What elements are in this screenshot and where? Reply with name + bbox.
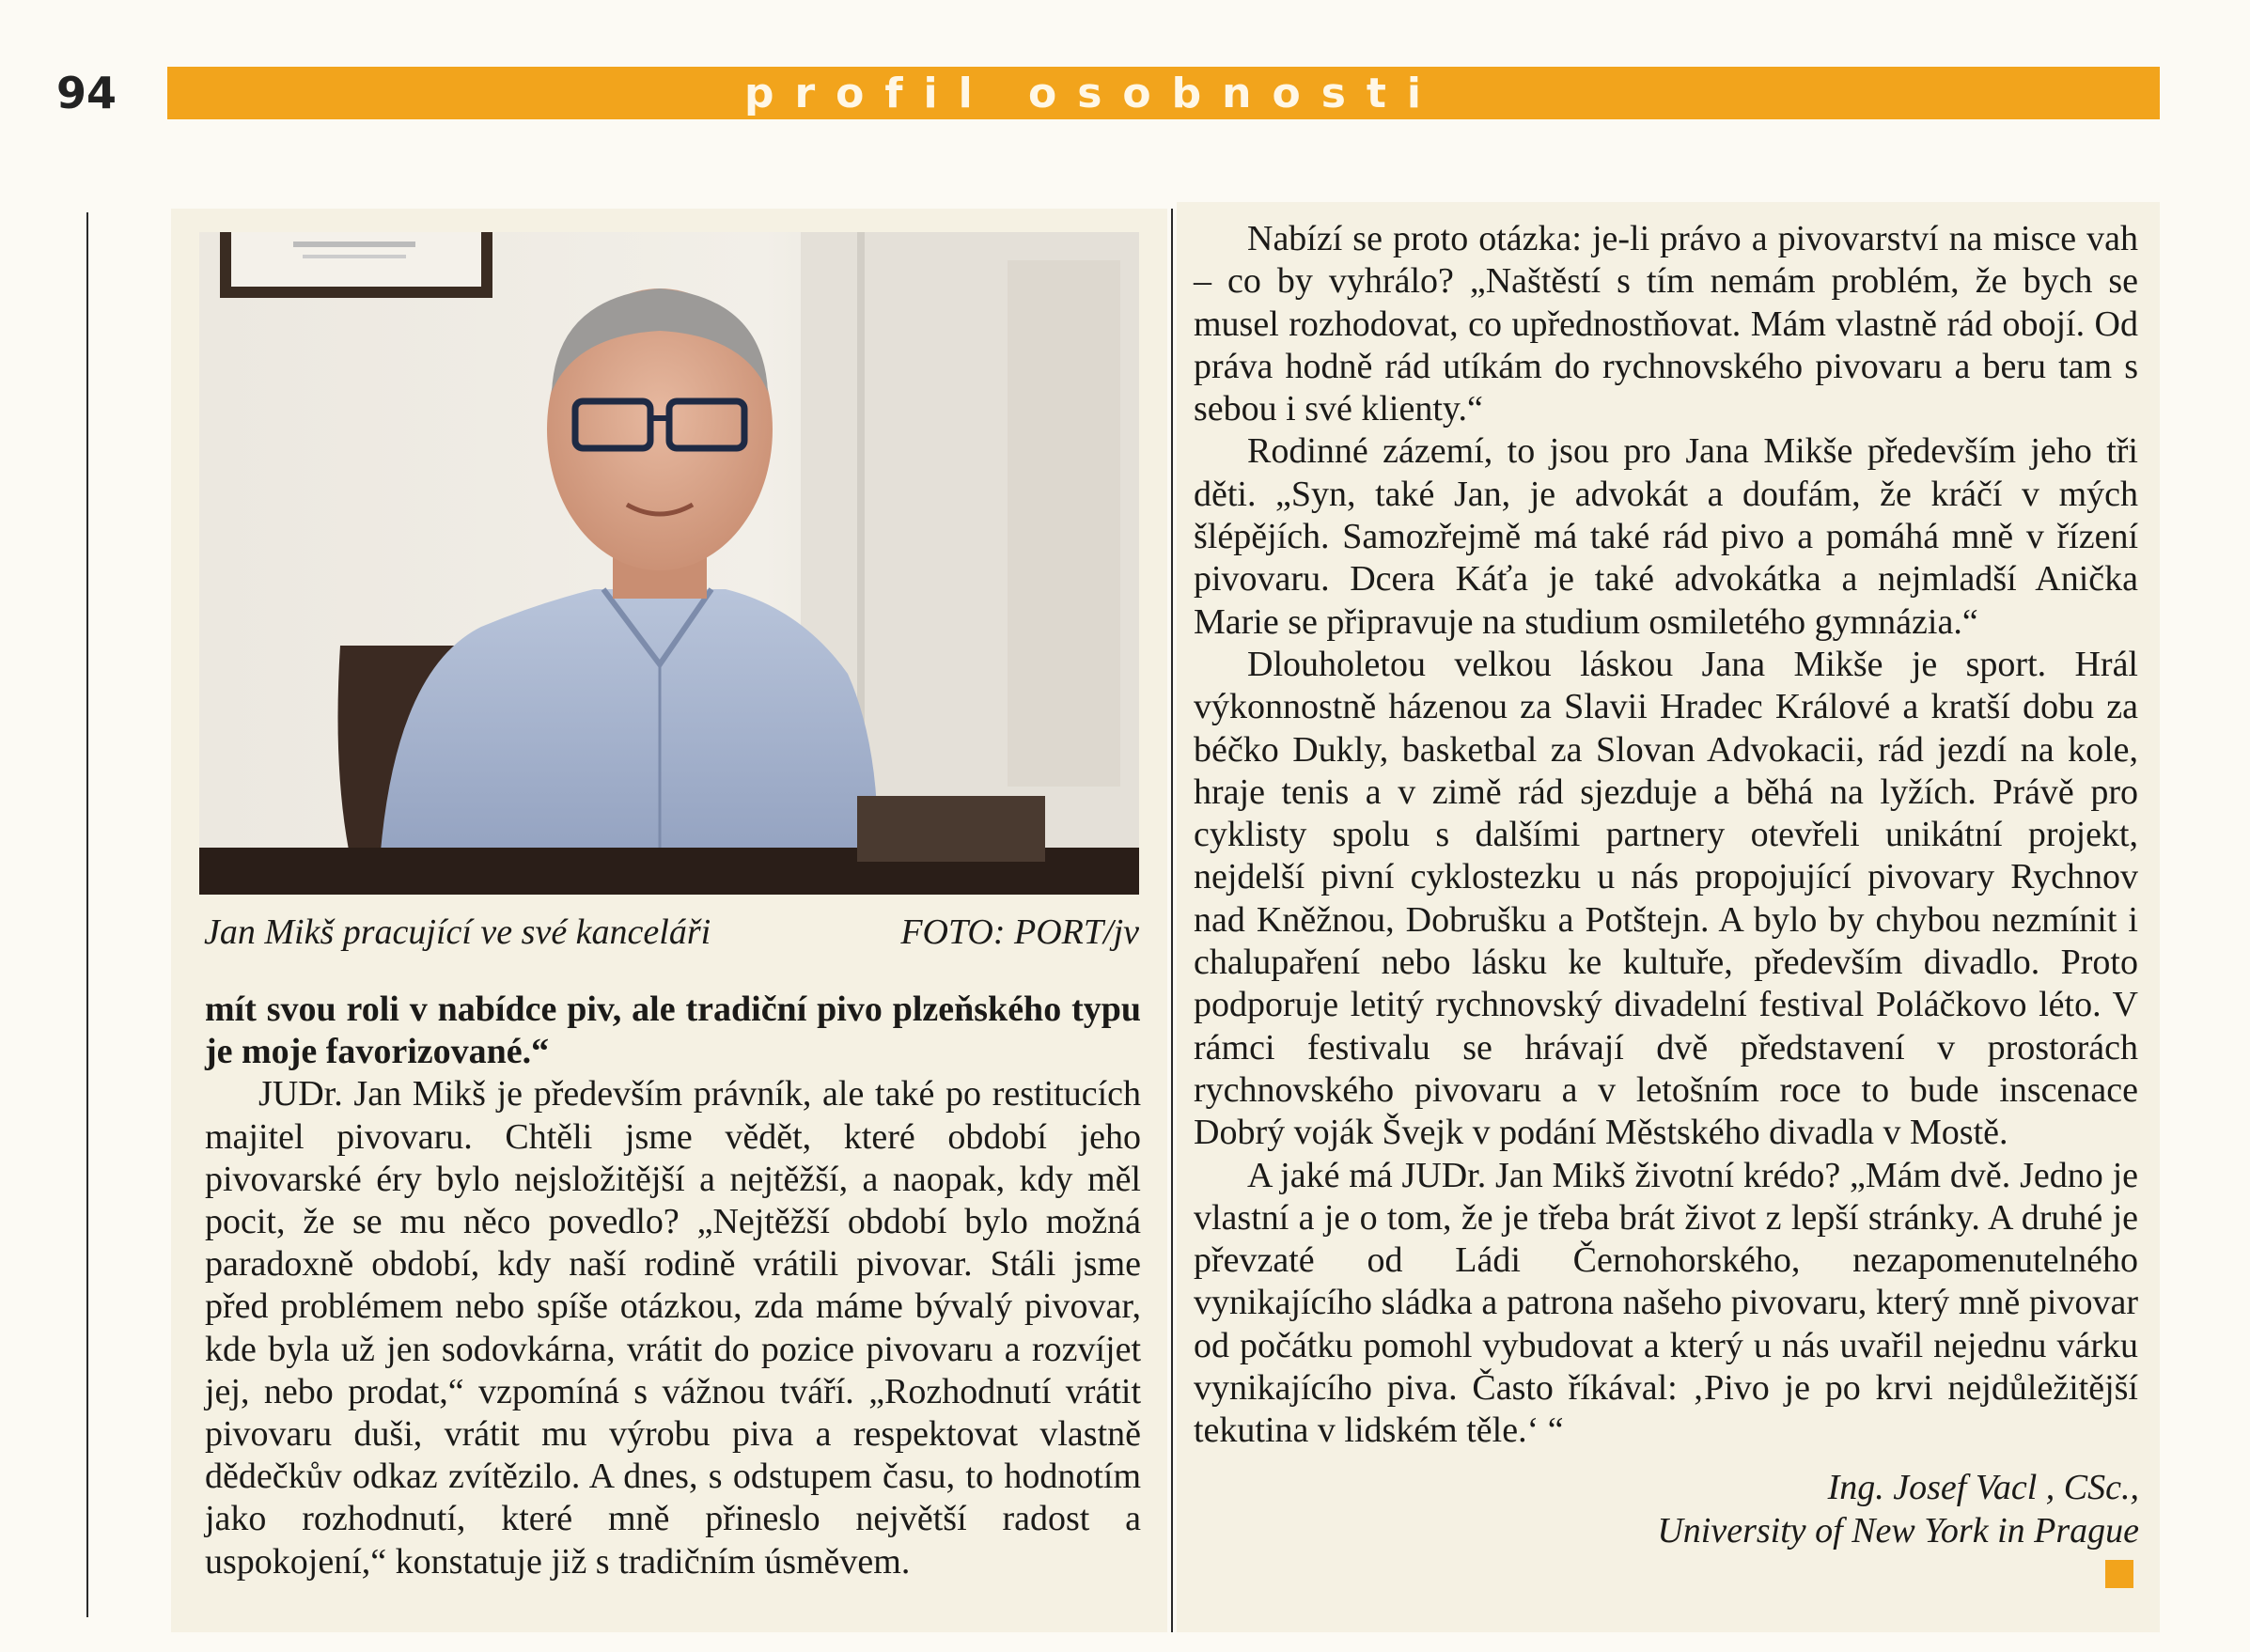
paragraph: Rodinné zázemí, to jsou pro Jana Mikše především jeho tři děti. „Syn, také Jan, je advokát a doufám, že kráčí v mých šlépějích. Samozřejmě má také rád pivo a pomáhá mně v řízení pivovaru. Dcera Káťa je také advokátka a nejmladší Anička Marie se připravuje na studium osmiletého gymnázia.“: [1194, 431, 2138, 642]
end-mark-square: [2105, 1560, 2133, 1588]
left-column-text: [205, 989, 1141, 1583]
left-margin-rule: [86, 212, 88, 1617]
portrait-illustration: [199, 232, 1139, 895]
right-column-text: [1194, 218, 2138, 1453]
paragraph: JUDr. Jan Mikš je především právník, ale také po restitucích majitel pivovaru. Chtěli jsme vědět, které období jeho pivovarské éry bylo nejsložitější a nejtěžší, a naopak, kdy měl pocit, že se mu něco povedlo? „Nejtěžší období bylo možná paradoxně období, kdy naší rodině vrátili pivovar. Stáli jsme před problémem nebo spíše otázkou, zda máme bývalý pivovar, kde byla už jen sodovkárna, vrátit do pozice pivovaru a rozvíjet jej, nebo prodat,“ vzpomíná s vážnou tváří. „Rozhodnutí vrátit pivovaru duši, vrátit mu výrobu piva a respektovat vlastně dědečkův odkaz zvítězilo. A dnes, s odstupem času, to hodnotím jako rozhodnutí, které mně přineslo největší radost a uspokojení,“ konstatuje již s tradičním úsměvem.: [205, 1074, 1141, 1582]
paragraph: mít svou roli v nabídce piv, ale tradiční pivo plzeňského typu je moje favorizované.“: [205, 990, 1141, 1072]
article-photo: [199, 232, 1139, 895]
paragraph: Nabízí se proto otázka: je-li právo a pivovarství na misce vah – co by vyhrálo? „Naštěstí s tím nemám problém, že bych se musel rozhodovat, co upřednostňovat. Mám vlastně rád obojí. Od práva hodně rád utíkám do rychnovského pivovaru a beru tam s sebou i své klienty.“: [1194, 219, 2138, 429]
paragraph: A jaké má JUDr. Jan Mikš životní krédo? „Mám dvě. Jedno je vlastní a je o tom, že je třeba brát život z lepší stránky. A druhé je převzaté od Ládi Černohorského, nezapomenutelného vynikajícího sládka a patrona našeho pivovaru, který mně pivovar od počátku pomohl vybudovat a který u nás uvařil nejednu várku vynikajícího piva. Často říkával: ‚Pivo je po krvi nejdůležitější tekutina v lidském těle.‘ “: [1194, 1155, 2138, 1451]
author-name: Ing. Josef Vacl , CSc.,: [1827, 1468, 2139, 1507]
photo-caption: [199, 912, 1139, 958]
photo-credit: FOTO: PORT/jv: [900, 912, 1139, 952]
section-title: profil osobnosti: [743, 69, 1443, 117]
caption-text: Jan Mikš pracující ve své kanceláři: [204, 912, 711, 952]
page-number: 94: [56, 68, 117, 118]
author-affiliation: University of New York in Prague: [1657, 1511, 2139, 1551]
section-header-bar: [167, 67, 2160, 119]
author-signature: [1657, 1466, 2139, 1552]
paragraph: Dlouholetou velkou láskou Jana Mikše je sport. Hrál výkonnostně házenou za Slavii Hradec Králové a kratší dobu za béčko Dukly, basketbal za Slovan Advokacii, rád jezdí na kole, hraje tenis a v zimě rád sjezduje a běhá na lyžích. Právě pro cyklisty spolu s dalšími partnery otevřeli unikátní projekt, nejdelší pivní cyklostezku u nás propojující pivovary Rychnov nad Kněžnou, Dobrušku a Potštejn. A bylo by chybou nezmínit i chalupaření nebo lásku ke kultuře, především divadlo. Proto podporuje letitý rychnovský divadelní festival Poláčkovo léto. V rámci festivalu se hrávají dvě představení v prostorách rychnovského pivovaru a v letošním roce to bude inscenace Dobrý voják Švejk v podání Městského divadla v Mostě.: [1194, 644, 2138, 1153]
column-divider: [1171, 209, 1173, 1632]
